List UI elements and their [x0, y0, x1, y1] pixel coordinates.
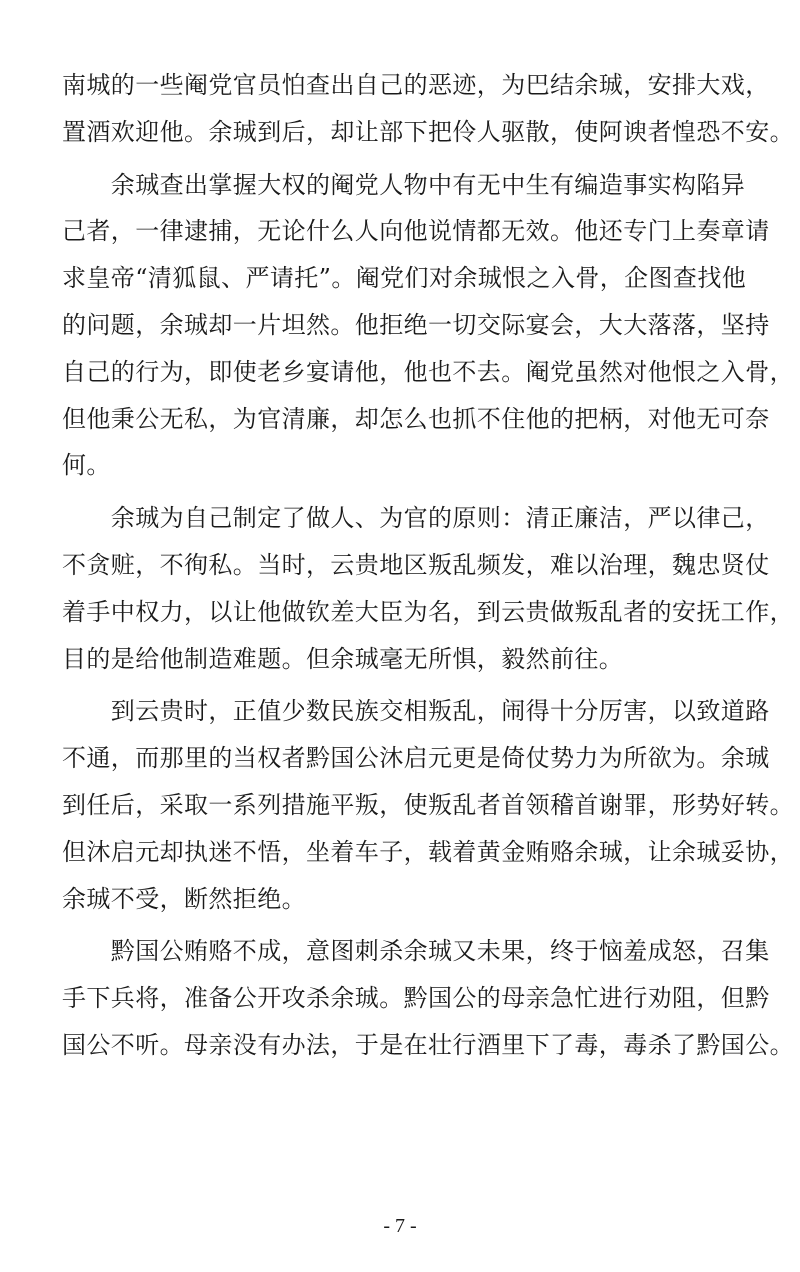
text-line: 但沐启元却执迷不悟，坐着车子，载着黄金贿赂余珹，让余珹妥协，	[62, 837, 794, 866]
text-line: 国公不听。母亲没有办法，于是在壮行酒里下了毒，毒杀了黔国公。	[62, 1030, 794, 1059]
paragraph-4	[62, 688, 794, 922]
text-line: 置酒欢迎他。余珹到后，却让部下把伶人驱散，使阿谀者惶恐不安。	[62, 117, 794, 146]
text-line: 着手中权力，以让他做钦差大臣为名，到云贵做叛乱者的安抚工作，	[62, 597, 794, 626]
text-line: 己者，一律逮捕，无论什么人向他说情都无效。他还专门上奏章请	[62, 217, 770, 246]
text-line: 到云贵时，正值少数民族交相叛乱，闹得十分厉害，以致道路	[62, 697, 770, 726]
page-number: - 7 -	[383, 1215, 417, 1237]
text-line: 手下兵将，准备公开攻杀余珹。黔国公的母亲急忙进行劝阻，但黔	[62, 984, 770, 1013]
paragraph-2	[62, 162, 794, 490]
paragraph-5	[62, 928, 794, 1068]
text-line: 余珹为自己制定了做人、为官的原则：清正廉洁，严以律己，	[62, 504, 770, 533]
body-text	[62, 62, 794, 1075]
text-line: 目的是给他制造难题。但余珹毫无所惧，毅然前往。	[62, 644, 624, 673]
text-line: 黔国公贿赂不成，意图刺杀余珹又未果，终于恼羞成怒，召集	[62, 937, 770, 966]
text-line: 余珹查出掌握大权的阉党人物中有无中生有编造事实构陷异	[62, 170, 746, 199]
text-line: 不贪赃，不徇私。当时，云贵地区叛乱频发，难以治理，魏忠贤仗	[62, 550, 770, 579]
text-line: 余珹不受，断然拒绝。	[62, 884, 306, 913]
paragraph-3	[62, 495, 794, 682]
text-line: 不通，而那里的当权者黔国公沐启元更是倚仗势力为所欲为。余珹	[62, 744, 770, 773]
text-line: 的问题，余珹却一片坦然。他拒绝一切交际宴会，大大落落，坚持	[62, 310, 770, 339]
text-line: 何。	[62, 451, 111, 480]
text-line: 求皇帝“清狐鼠、严请托”。阉党们对余珹恨之入骨，企图查找他	[62, 264, 747, 293]
text-line: 但他秉公无私，为官清廉，却怎么也抓不住他的把柄，对他无可奈	[62, 404, 770, 433]
paragraph-1	[62, 62, 794, 156]
text-line: 南城的一些阉党官员怕查出自己的恶迹，为巴结余珹，安排大戏，	[62, 71, 770, 99]
text-line: 到任后，采取一系列措施平叛，使叛乱者首领稽首谢罪，形势好转。	[62, 790, 794, 819]
text-line: 自己的行为，即使老乡宴请他，他也不去。阉党虽然对他恨之入骨，	[62, 357, 794, 386]
